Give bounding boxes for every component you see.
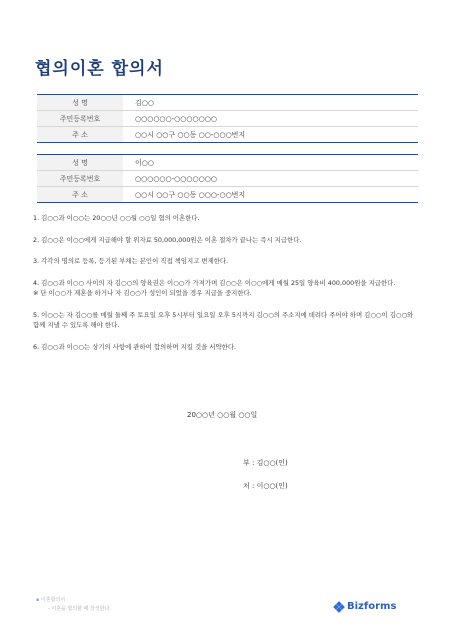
id-value: ○○○○○○-○○○○○○○ (123, 171, 418, 187)
husband-signature: 부 : 김○○(인) (243, 459, 288, 467)
name-value: 이○○ (123, 155, 418, 171)
clause-6 (33, 342, 417, 353)
id-label: 주민등록번호 (37, 171, 123, 187)
clause-text: 6. 김○○과 이○○는 상기의 사항에 관하여 합의하며 지킬 것을 서약한다. (33, 342, 237, 351)
clause-4 (33, 278, 417, 299)
clause-2 (33, 235, 417, 246)
footer-title: 이혼합의서 (40, 597, 66, 603)
wife-address-row (37, 187, 418, 203)
name-label: 성 명 (37, 95, 123, 111)
clause-note: ※ 단 이○○가 재혼을 하거나 자 김○○가 성인이 되었을 경우 지급을 중지한다. (33, 289, 252, 297)
footer-note (36, 596, 111, 614)
clause-text: 5. 이○○는 자 김○○를 매월 둘째 주 토요일 오후 5시부터 일요일 오후 5시까지 김○○의 주소지에 데려다 주어야 하며 김○○이 김○○와 함께 지낼 수 있도록 해야 한다. (33, 310, 414, 329)
wife-signature: 처 : 이○○(인) (243, 482, 288, 490)
address-label: 주 소 (37, 187, 123, 203)
address-value: ○○시 ○○구 ○○동 ○○○-○○번지 (123, 187, 418, 203)
address-value: ○○시 ○○구 ○○동 ○○-○○○번지 (123, 127, 418, 143)
id-label: 주민등록번호 (37, 111, 123, 127)
agreement-date: 20○○년 ○○월 ○○일 (187, 411, 258, 419)
logo-text: Bizforms (347, 601, 397, 612)
clause-1 (33, 213, 417, 224)
clause-text: 2. 김○○은 이○○에게 지급해야 할 위자료 50,000,000원은 이혼 절차가 끝나는 즉시 지급한다. (33, 235, 302, 244)
wife-id-row (37, 171, 418, 187)
name-value: 김○○ (123, 95, 418, 111)
clause-text: 3. 각각의 명의로 등록, 등기된 부채는 본인이 직접 책임지고 변제한다. (33, 257, 229, 265)
wife-name-row (37, 155, 418, 171)
clause-text: 4. 김○○과 이○○ 사이의 자 김○○의 양육권은 이○○가 가져가며 김○○은 이○○에게 매월 25일 양육비 400,000원을 지급한다. (33, 278, 396, 287)
bizforms-logo (334, 601, 396, 612)
wife-info-table (37, 154, 418, 203)
husband-id-row (37, 111, 418, 127)
husband-address-row (37, 127, 418, 143)
agreement-clauses (33, 213, 417, 363)
husband-name-row (37, 95, 418, 111)
clause-text: 1. 김○○과 이○○는 20○○년 ○○월 ○○일 협의 이혼한다. (33, 214, 200, 222)
address-label: 주 소 (37, 127, 123, 143)
clause-5 (33, 310, 417, 331)
husband-info-table (37, 94, 418, 143)
footer-desc: - 이혼을 합의할 때 작성한다. (48, 606, 111, 612)
page-title: 협의이혼 합의서 (35, 59, 164, 79)
name-label: 성 명 (37, 155, 123, 171)
id-value: ○○○○○○-○○○○○○○ (123, 111, 418, 127)
clause-3 (33, 256, 417, 267)
bullet-icon: ▪ (36, 597, 40, 603)
logo-diamond-icon (334, 602, 344, 612)
